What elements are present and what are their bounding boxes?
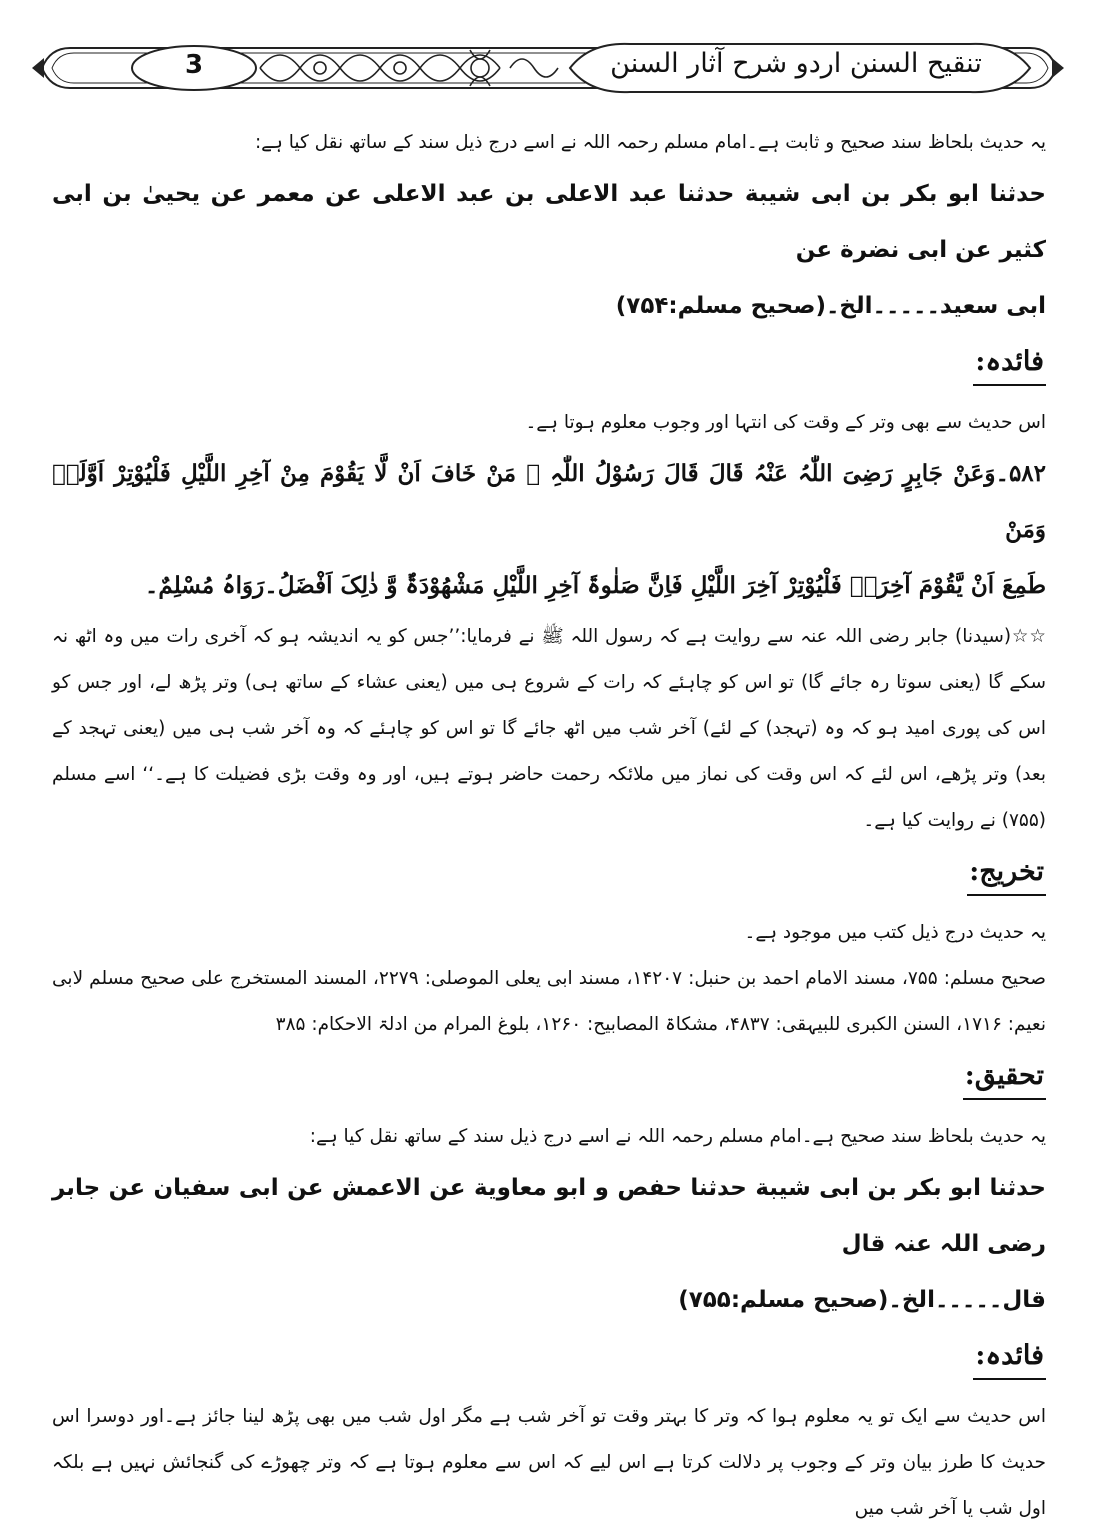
faida1-text: اس حدیث سے بھی وتر کے وقت کی انتہا اور وجوب معلوم ہوتا ہے۔ <box>525 412 1046 433</box>
running-title: تنقیح السنن اردو شرح آثار السنن <box>610 48 982 79</box>
tahqeeq-intro: یہ حدیث بلحاظ سند صحیح ہے۔امام مسلم رحمہ اللہ نے اسے درج ذیل سند کے ساتھ نقل کیا ہے: <box>309 1126 1046 1147</box>
hadith-translation: ☆☆(سیدنا) جابر رضی اللہ عنہ سے روایت ہے کہ رسول اللہ ﷺ نے فرمایا:’’جس کو یہ اندیشہ ہو کہ آخری رات میں وہ اٹھ نہ سکے گا (یعنی سوتا رہ جائے گا) تو اس کو چاہئے کہ رات کے شروع ہی میں (یعنی عشاء کے ساتھ ہی) وتر پڑھ لے، اور جس کو اس کی پوری امید ہو کہ وہ (تہجد) کے لئے) آخر شب میں اٹھ جائے گا تو اس کو چاہئے کہ وہ آخر شب ہی میں (یعنی تہجد کے بعد) وتر پڑھے، اس لئے کہ اس وقت کی نماز میں ملائکہ رحمت حاضر ہوتے ہیں، اور وہ وقت بڑی فضیلت کا ہے۔‘‘ اسے مسلم (۷۵۵) نے روایت کیا ہے۔ <box>52 626 1046 831</box>
page-header <box>30 28 1066 108</box>
page-content <box>52 120 1046 1532</box>
tahqeeq-sanad-line2: قال۔۔۔۔۔الخ۔(صحیح مسلم:۷۵۵) <box>678 1287 1046 1313</box>
hadith-arabic-line1: ۵۸۲۔وَعَنْ جَابِرٍ رَضِیَ اللّٰہُ عَنْہُ قَالَ قَالَ رَسُوْلُ اللّٰہِ ﷺ مَنْ خَافَ اَنْ لَّا یَقُوْمَ مِنْ آخِرِ اللَّیْلِ فَلْیُوْتِرْ اَوَّلَہٗ وَمَنْ <box>52 460 1046 543</box>
section1-sanad-line1: حدثنا ابو بکر بن ابی شیبة حدثنا عبد الاعلی بن عبد الاعلی عن معمر عن یحییٰ بن ابی کثیر عن ابی نضرة عن <box>52 181 1046 263</box>
faida1-heading: فائدہ: <box>973 344 1046 386</box>
section1-intro: یہ حدیث بلحاظ سند صحیح و ثابت ہے۔امام مسلم رحمہ اللہ نے اسے درج ذیل سند کے ساتھ نقل کیا ہے: <box>254 132 1046 153</box>
hadith-arabic-line2: طَمِعَ اَنْ یَّقُوْمَ آخِرَہٗ فَلْیُوْتِرْ آخِرَ اللَّیْلِ فَاِنَّ صَلٰوۃَ آخِرِ اللَّیْلِ مَشْھُوْدَۃٌ وَّ ذٰلِکَ اَفْضَلُ۔رَوَاہُ مُسْلِمٌ۔ <box>144 572 1046 599</box>
faida2-heading: فائدہ: <box>973 1338 1046 1380</box>
page-number: 3 <box>184 50 204 80</box>
section1-sanad-line2: ابی سعید۔۔۔۔۔الخ۔(صحیح مسلم:۷۵۴) <box>615 293 1046 319</box>
tahqeeq-heading: تحقیق: <box>963 1058 1046 1100</box>
tahqeeq-sanad-line1: حدثنا ابو بکر بن ابی شیبة حدثنا حفص و ابو معاویة عن الاعمش عن ابی سفیان عن جابر رضی اللہ عنہ قال <box>52 1175 1046 1257</box>
faida2-text: اس حدیث سے ایک تو یہ معلوم ہوا کہ وتر کا بہتر وقت تو آخر شب ہے مگر اول شب میں بھی پڑھ لینا جائز ہے۔اور دوسرا اس حدیث کا طرز بیان وتر کے وجوب پر دلالت کرتا ہے اس لیے کہ اس سے معلوم ہوتا ہے کہ وتر چھوڑے کی گنجائش نہیں ہے بلکہ اول شب یا آخر شب میں <box>52 1406 1046 1519</box>
takhreej-references: صحیح مسلم: ۷۵۵، مسند الامام احمد بن حنبل: ۱۴۲۰۷، مسند ابی یعلی الموصلی: ۲۲۷۹، المسند المستخرج علی صحیح مسلم لابی نعیم: ۱۷۱۶، السنن الکبری للبیہقی: ۴۸۳۷، مشکاۃ المصابیح: ۱۲۶۰، بلوغ المرام من ادلۃ الاحکام: ۳۸۵ <box>52 968 1046 1035</box>
takhreej-heading: تخریج: <box>967 854 1046 896</box>
takhreej-intro: یہ حدیث درج ذیل کتب میں موجود ہے۔ <box>744 922 1046 943</box>
